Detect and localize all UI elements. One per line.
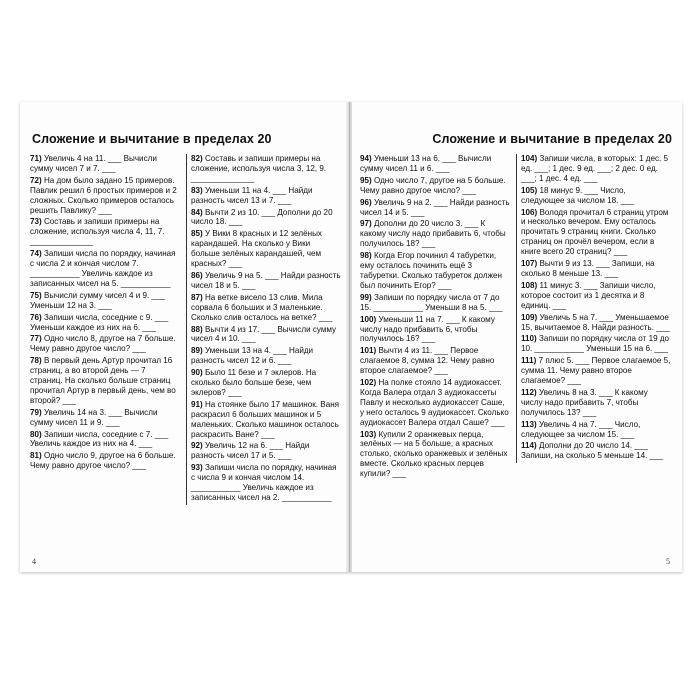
problem-text: Было 11 безе и 7 эклеров. На сколько было больше безе, чем эклеров? ___: [191, 368, 317, 397]
problem-item: [360, 154, 510, 174]
page-heading: Сложение и вычитание в пределах 20: [432, 132, 672, 146]
problem-text: Запиши числа, соседние с 7. ___ Увеличь каждое из них на 4. ___: [30, 429, 169, 449]
problem-item: [191, 441, 341, 461]
problem-text: Уменьши 11 на 7. ___ К какому числу надо прибавить 6, чтобы получилось 16? ___: [360, 314, 495, 344]
problem-text: Когда Егор починил 4 табуретки, ему осталось починить ещё 3 табуретки. Сколько табуреток должен был починить Егор? ___: [360, 251, 502, 290]
problem-text: Увеличь 5 на 7. ___ Уменьшаемое 15, вычитаемое 8. Найди разность. ___: [521, 312, 670, 332]
problem-item: [521, 441, 671, 461]
problem-number: 99): [360, 292, 372, 302]
problem-number: 109): [521, 312, 538, 322]
problem-number: 107): [521, 259, 538, 269]
problem-number: 100): [360, 314, 377, 324]
problem-text: На стоянке было 17 машинок. Ваня раскрасил 6 больших машинок и 5 маленьких. Сколько машинок осталось раскрасить Ване? ___: [191, 399, 340, 439]
problem-item: [521, 356, 671, 386]
problem-text: 11 минус 3. ___ Запиши число, которое состоит из 1 десятка и 8 единиц. ___: [521, 280, 656, 310]
problem-item: [521, 154, 671, 184]
problem-text: Вычисли сумму чисел 4 и 9. ___ Уменьши 12 на 3. ___: [30, 290, 165, 310]
problem-number: 114): [521, 441, 537, 451]
problem-number: 105): [521, 185, 538, 195]
problem-text: Запиши числа, в которых: 1 дес. 5 ед. ___; 1 дес. 9 ед. ___; 2 дес. 0 ед. ___; 1 дес. 4 ед. ___: [521, 154, 669, 183]
problem-item: [360, 293, 510, 313]
problem-text: 18 минус 9. ___ Число, следующее за числом 18. ___: [521, 185, 635, 205]
problem-text: Увеличь 9 на 5. ___ Найди разность чисел 18 и 5. ___: [191, 270, 341, 290]
problem-number: 108): [521, 280, 538, 290]
problem-item: [521, 281, 671, 311]
problem-item: [30, 217, 180, 247]
problem-text: Составь и запиши примеры на сложение, используя числа 3, 12, 9. ______________: [191, 154, 327, 183]
problem-item: [30, 313, 180, 333]
problem-number: 82): [191, 154, 203, 163]
problem-text: Уменьши 13 на 6. ___ Вычисли сумму чисел 11 и 6. ___: [360, 154, 492, 173]
problem-number: 81): [30, 451, 42, 461]
problem-text: Увеличь 8 на 3. ___ К какому числу надо прибавить 7, чтобы получилось 13? ___: [521, 387, 648, 417]
problem-number: 87): [191, 292, 203, 302]
problem-text: На дом было задано 15 примеров. Павлик решил 6 простых примеров и 2 сложных. Сколько примеров осталось решить Павлику? ___: [30, 175, 177, 215]
problem-number: 84): [191, 207, 203, 217]
problem-item: [30, 408, 180, 428]
problem-number: 113): [521, 419, 537, 429]
problem-item: [360, 219, 510, 249]
problem-item: [360, 430, 510, 480]
book-spread: [20, 102, 682, 572]
problem-text: Увеличь 12 на 6. ___ Найди разность чисел 17 и 5. ___: [191, 441, 310, 461]
problem-number: 72): [30, 175, 42, 185]
problem-item: [30, 291, 180, 311]
problem-item: [521, 313, 671, 333]
problem-number: 111): [521, 356, 537, 366]
problem-item: [30, 430, 180, 450]
problem-item: [360, 176, 510, 196]
problem-text: Вычти 4 из 11. ___ Первое слагаемое 8, сумма 12. Чему равно второе слагаемое? ___: [360, 346, 495, 376]
problem-item: [360, 251, 510, 291]
problem-text: Вычти 2 из 10. ___ Дополни до 20 число 18. ___: [191, 207, 333, 227]
problem-item: [30, 176, 180, 216]
problem-number: 80): [30, 429, 42, 439]
problem-number: 88): [191, 324, 203, 334]
problem-number: 103): [360, 429, 377, 439]
problem-number: 89): [191, 346, 203, 356]
problem-text: На полке стояло 14 аудиокассет. Когда Валера отдал 3 аудиокассеты Павлу и несколько аудиокассет Саше, у него осталось 9 аудиокассет. Сколько аудиокассет Валера отдал Саше? ___: [360, 378, 509, 427]
problem-item: [30, 451, 180, 471]
problem-number: 90): [191, 368, 203, 378]
problem-text: Составь и запиши примеры на сложение, используя числа 4, 11, 7. ______________: [30, 217, 165, 247]
problem-text: Увеличь 4 на 7. ___ Число, следующее за числом 15. ___: [521, 419, 641, 439]
problem-column-1: [360, 154, 510, 481]
problem-number: 78): [30, 356, 42, 366]
problem-number: 85): [191, 229, 203, 239]
page-number: 5: [666, 557, 670, 566]
problem-column-1: [30, 154, 180, 473]
problem-text: Запиши числа, соседние с 9. ___ Уменьши каждое из них на 6. ___: [30, 312, 169, 332]
problem-column-2: [186, 154, 341, 505]
page-number: 4: [32, 557, 36, 566]
problem-number: 98): [360, 251, 372, 261]
problem-text: Увеличь 14 на 3. ___ Вычисли сумму чисел 11 и 9. ___: [30, 407, 158, 427]
problem-text: Дополни до 20 число 14. ___ Запиши, на сколько 5 меньше 14. ___: [521, 441, 664, 461]
right-page: [352, 102, 682, 572]
problem-number: 106): [521, 207, 538, 217]
problem-item: [360, 346, 510, 376]
problem-number: 73): [30, 217, 42, 227]
problem-item: [191, 229, 341, 269]
problem-number: 97): [360, 219, 372, 229]
problem-item: [191, 154, 341, 184]
problem-item: [521, 208, 671, 258]
problem-number: 91): [191, 399, 203, 409]
problem-text: Увеличь 4 на 11. ___ Вычисли сумму чисел 7 и 7. ___: [30, 154, 157, 173]
problem-item: [360, 315, 510, 345]
problem-item: [30, 356, 180, 406]
problem-text: На ветке висело 13 слив. Мила сорвала 6 больших и 3 маленькие. Сколько слив осталось на ветке? ___: [191, 292, 333, 322]
problem-number: 86): [191, 270, 203, 280]
problem-number: 83): [191, 185, 203, 195]
problem-number: 101): [360, 346, 377, 356]
problem-text: Увеличь 9 на 2. ___ Найди разность чисел 14 и 5. ___: [360, 197, 510, 217]
problem-text: Одно число 8, другое на 7 больше. Чему равно другое число? ___: [30, 334, 176, 354]
problem-column-2: [516, 154, 671, 463]
problem-item: [191, 346, 341, 366]
problem-text: Володя прочитал 6 страниц утром и несколько вечером. Ему осталось прочитать 9 страниц книги. Сколько страниц он прочёл вечером, если в книге всего 20 страниц? ___: [521, 207, 669, 257]
left-page: [20, 102, 350, 572]
problem-text: Уменьши 11 на 4. ___ Найди разность чисел 13 и 7. ___: [191, 185, 313, 205]
problem-item: [30, 154, 180, 174]
problem-number: 110): [521, 334, 537, 344]
problem-text: Дополни до 20 число 3. ___ К какому числу надо прибавить 6, чтобы получилось 18? ___: [360, 219, 506, 249]
problem-item: [360, 198, 510, 218]
problem-item: [521, 186, 671, 206]
problem-item: [30, 334, 180, 354]
problem-text: Вычти 4 из 17. ___ Вычисли сумму чисел 4 и 10. ___: [191, 324, 337, 344]
problem-text: Вычти 9 из 13. ___ Запиши, на сколько 8 меньше 13. ___: [521, 259, 655, 278]
problem-text: Одно число 7, другое на 5 больше. Чему равно другое число? ___: [360, 175, 506, 195]
problem-text: Одно число 9, другое на 6 больше. Чему равно другое число? ___: [30, 451, 176, 471]
problem-item: [191, 208, 341, 228]
problem-number: 93): [191, 463, 203, 473]
problem-item: [191, 368, 341, 398]
problem-number: 79): [30, 407, 42, 417]
problem-item: [191, 463, 341, 503]
problem-item: [521, 259, 671, 279]
problem-item: [191, 271, 341, 291]
problem-number: 71): [30, 154, 42, 163]
problem-number: 77): [30, 334, 42, 344]
page-heading: Сложение и вычитание в пределах 20: [32, 132, 272, 146]
problem-number: 112): [521, 387, 537, 397]
problem-item: [30, 249, 180, 289]
problem-number: 74): [30, 249, 42, 259]
problem-item: [521, 420, 671, 440]
problem-number: 76): [30, 312, 42, 322]
problem-item: [521, 334, 671, 354]
problem-number: 94): [360, 154, 372, 163]
problem-text: Запиши числа по порядку, начиная с числа 9 и кончая числом 14. ___________ Увеличь каждое из записанных чисел на 2. ___________: [191, 463, 337, 502]
problem-text: 7 плюс 5. ___ Первое слагаемое 5, сумма 11. Чему равно второе слагаемое? ___: [521, 356, 671, 386]
problem-text: В первый день Артур прочитал 16 страниц, а во второй день — 7 страниц. На сколько больше страниц прочитал Артур в первый день, чем во второй? ___: [30, 356, 176, 405]
problem-item: [191, 325, 341, 345]
problem-text: Уменьши 13 на 4. ___ Найди разность чисел 12 и 6. ___: [191, 346, 314, 366]
problem-number: 96): [360, 197, 372, 207]
problem-text: Купили 2 оранжевых перца, зелёных — на 5 больше, а красных столько, сколько оранжевых и зелёных вместе. Сколько красных перцев купили? ___: [360, 429, 508, 479]
problem-text: Запиши числа по порядку, начиная с числа 2 и кончая числом 7. ___________ Увеличь каждое из записанных чисел на 5. ___________: [30, 249, 176, 288]
problem-item: [360, 378, 510, 428]
problem-text: У Вики 8 красных и 12 зелёных карандашей. На сколько у Вики больше зелёных карандашей, чем красных? ___: [191, 229, 322, 269]
problem-item: [191, 400, 341, 440]
problem-item: [191, 186, 341, 206]
problem-item: [521, 388, 671, 418]
problem-number: 95): [360, 175, 372, 185]
problem-number: 92): [191, 441, 203, 451]
problem-text: Запиши по порядку числа от 7 до 15. ___________ Уменьши 8 на 5. ___: [360, 292, 503, 312]
problem-number: 102): [360, 378, 377, 388]
problem-number: 75): [30, 290, 42, 300]
problem-number: 104): [521, 154, 538, 163]
problem-text: Запиши по порядку числа от 19 до 10. ___________ Уменьши 15 на 6. ___: [521, 334, 670, 354]
problem-item: [191, 293, 341, 323]
